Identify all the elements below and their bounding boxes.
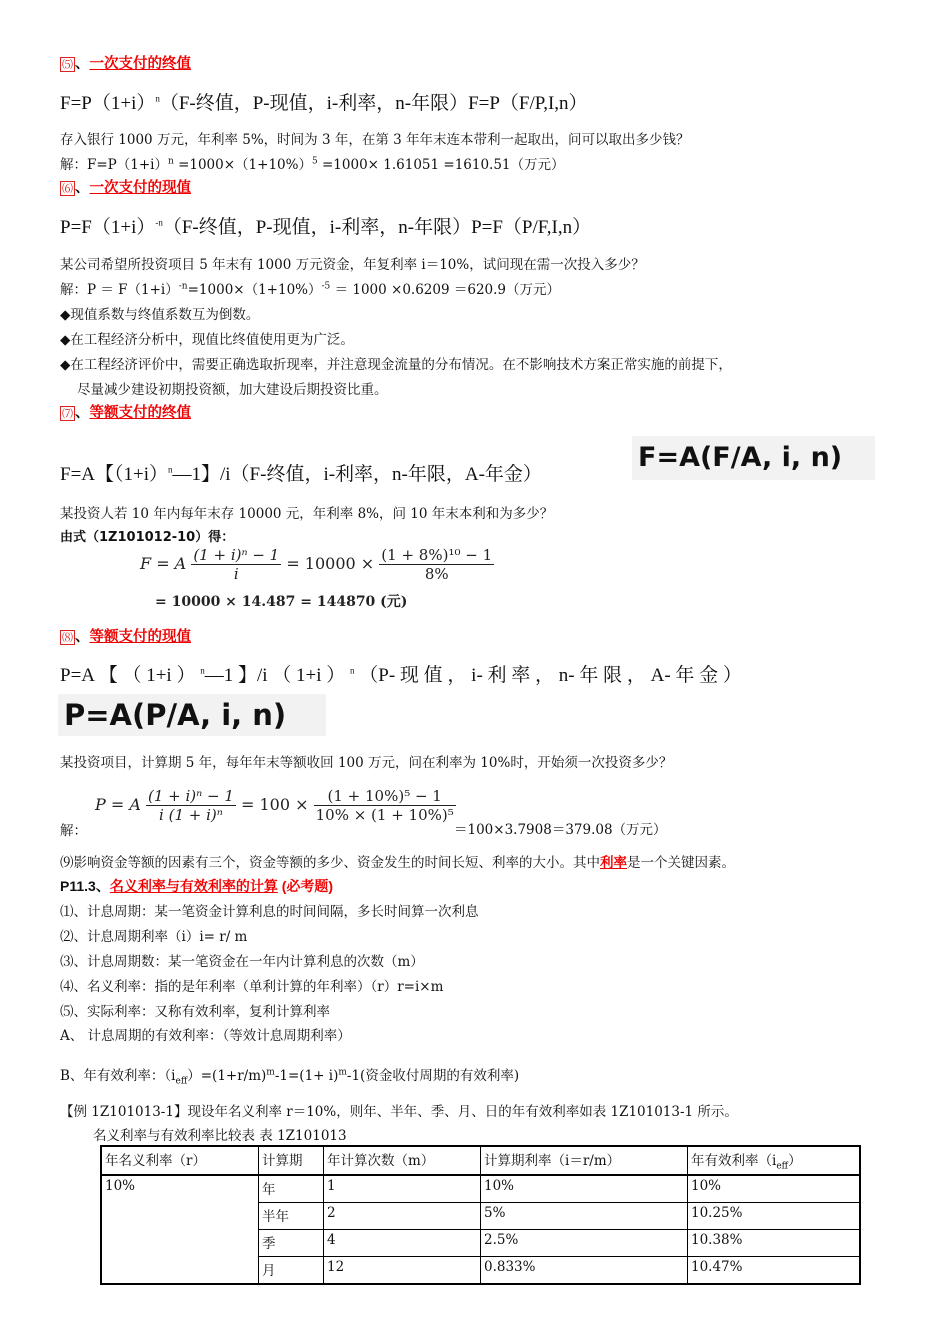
table-cell: 季 [259, 1229, 324, 1256]
section-title: 等额支付的现值 [89, 628, 191, 645]
header-cell: 计算期 [259, 1146, 324, 1175]
factor-paragraph: ⑼影响资金等额的因素有三个，资金等额的多少、资金发生的时间长短、利率的大小。其中利率是一个关键因素。 [60, 855, 735, 871]
formula-future-value-annuity: F=A【$(1+i)^n—1$】/i（F-终值，i-利率，n-年限，A-年金） [60, 464, 542, 485]
header-cell: 年计算次数（m） [324, 1146, 481, 1175]
section-number: ⑸ [62, 58, 73, 71]
question-text: 存入银行 1000 万元，年利率 5%，时间为 3 年，在第 3 年年末连本带利一起取出，问可以取出多少钱？ [60, 132, 690, 148]
bullet-item: ◆在工程经济分析中，现值比终值使用更为广泛。 [60, 332, 354, 348]
answer-result: ＝100×3.7908＝379.08（万元） [454, 822, 667, 838]
section-8-heading: ⑻ 、等额支付的现值 [62, 628, 191, 645]
section-number: ⑹ [62, 182, 73, 195]
section-6-heading: ⑹ 、一次支付的现值 [62, 179, 191, 196]
header-cell: 年名义利率（r） [101, 1146, 259, 1175]
header-cell: 计算期利率（i＝r/m） [481, 1146, 688, 1175]
example-formula-fa: F = A $\frac{\text{(1 + i)ⁿ − 1}}{i}$ = 10000 × $\frac{\text{(1 + 8\%)¹⁰ − 1}}{8\%}$ [140, 546, 493, 583]
p11-3-heading: P11.3、名义利率与有效利率的计算 (必考题) [60, 878, 334, 894]
formula-fa-box: F=A(F/A, i, n) [632, 436, 875, 480]
example-statement: 【例 1Z101013-1】现设年名义利率 r＝10%，则年、半年、季、月、日的年有效利率如表 1Z101013-1 所示。 [60, 1104, 738, 1120]
formula-present-value-single: $P=F(1+i)^{-n}(F-$终值，P-现值，i-利率，n-年限）P=F（P/F,I,n） [60, 217, 592, 238]
example-label: 由式（1Z101012-10）得： [60, 530, 235, 545]
table-cell: 0.833% [481, 1256, 688, 1284]
table-cell: 10% [481, 1175, 688, 1203]
table-cell: 月 [259, 1256, 324, 1284]
table-row [101, 1175, 860, 1203]
table-cell: 5% [481, 1202, 688, 1229]
table-cell: 10% [688, 1175, 861, 1203]
bullet-item: ◆在工程经济评价中，需要正确选取折现率，并注意现金流量的分布情况。在不影响技术方案正常实施的前提下， [60, 357, 732, 373]
answer-text: 解：$P = F(1+i)^{-n}=1000\times(1+10\%)^{-5} = 1000 \times 0.6209 =620.9$（万元） [60, 281, 560, 298]
table-cell: 年 [259, 1175, 324, 1203]
table-caption: 名义利率与有效利率比较表 表 1Z101013 [93, 1128, 347, 1144]
table-cell: 1 [324, 1175, 481, 1203]
table-cell: 2 [324, 1202, 481, 1229]
rate-comparison-table [100, 1145, 861, 1285]
table-cell: 10.47% [688, 1256, 861, 1284]
formula-future-value-single: $F=P(1+i)^n(F-$终值，P-现值，i-利率，n-年限）F=P（F/P,I,n） [60, 93, 588, 114]
section-number: ⑻ [62, 631, 73, 644]
table-header-row [101, 1146, 860, 1175]
formula-present-value-annuity: P=A 【 （ 1+i ） $^n$—1 】/i （ 1+i ） $^n$ （P- 现 值 ， i- 利 率 ， n- 年 限 ， A- 年 金 ） [60, 665, 742, 686]
table-cell: 2.5% [481, 1229, 688, 1256]
example-formula-pa: P = A $\frac{\text{(1 + i)ⁿ − 1}}{\text{i (1 + i)ⁿ}}$ = 100 × $\frac{\text{(1 + 10\%)⁵ − 1}}{\text{10\% × (1 + 10\%)⁵}}$ [95, 787, 454, 824]
answer-label: 解： [60, 823, 87, 839]
question-text: 某投资人若 10 年内每年末存 10000 元，年利率 8%，问 10 年末本利和为多少？ [60, 506, 554, 522]
formula-pa-box: P=A(P/A, i, n) [58, 694, 326, 736]
definition-item: ⑴、计息周期：某一笔资金计算利息的时间间隔，多长时间算一次利息 [60, 904, 479, 920]
section-5-heading: ⑸ 、一次支付的终值 [62, 55, 191, 72]
table-cell: 12 [324, 1256, 481, 1284]
answer-text: 解：$F=P(1+i)^n =1000\times(1+10\%)^5 =1000\times 1.61051 =1610.51$（万元） [60, 156, 565, 173]
example-result-fa: = 10000 × 14.487 = 144870 (元) [155, 594, 408, 610]
section-title: 一次支付的终值 [89, 55, 191, 72]
nominal-rate-cell: 10% [101, 1175, 259, 1284]
section-7-heading: ⑺ 、等额支付的终值 [62, 404, 191, 421]
header-cell: 年有效利率$(i_{eff})$ [688, 1146, 861, 1175]
section-number: ⑺ [62, 407, 73, 420]
definition-item: ⑷、名义利率：指的是年利率（单利计算的年利率）（r）r=i×m [60, 979, 444, 995]
definition-item: ⑸、实际利率：又称有效利率，复利计算利率 [60, 1004, 330, 1020]
bullet-item: ◆现值系数与终值系数互为倒数。 [60, 307, 260, 323]
section-title: 一次支付的现值 [89, 179, 191, 196]
table-cell: 10.38% [688, 1229, 861, 1256]
table-cell: 10.25% [688, 1202, 861, 1229]
table-cell: 半年 [259, 1202, 324, 1229]
bullet-item-continued: 尽量减少建设初期投资额，加大建设后期投资比重。 [77, 382, 388, 398]
question-text: 某公司希望所投资项目 5 年末有 1000 万元资金，年复利率 i＝10%，试问现在需一次投入多少？ [60, 257, 645, 273]
annual-effective-rate: B、年有效利率：$(i_{eff})=(1+r/m)^m-1=(1+ i)^m-1$(资金收付周期的有效利率) [60, 1067, 520, 1087]
section-title: 等额支付的终值 [89, 404, 191, 421]
definition-item: ⑶、计息周期数：某一笔资金在一年内计算利息的次数（m） [60, 954, 424, 970]
definition-item: ⑵、计息周期利率（i）i= r/ m [60, 929, 248, 945]
table-cell: 4 [324, 1229, 481, 1256]
definition-item: A、 计息周期的有效利率：（等效计息周期利率） [60, 1028, 351, 1044]
question-text: 某投资项目，计算期 5 年，每年年末等额收回 100 万元，问在利率为 10%时，开始须一次投资多少？ [60, 755, 673, 771]
